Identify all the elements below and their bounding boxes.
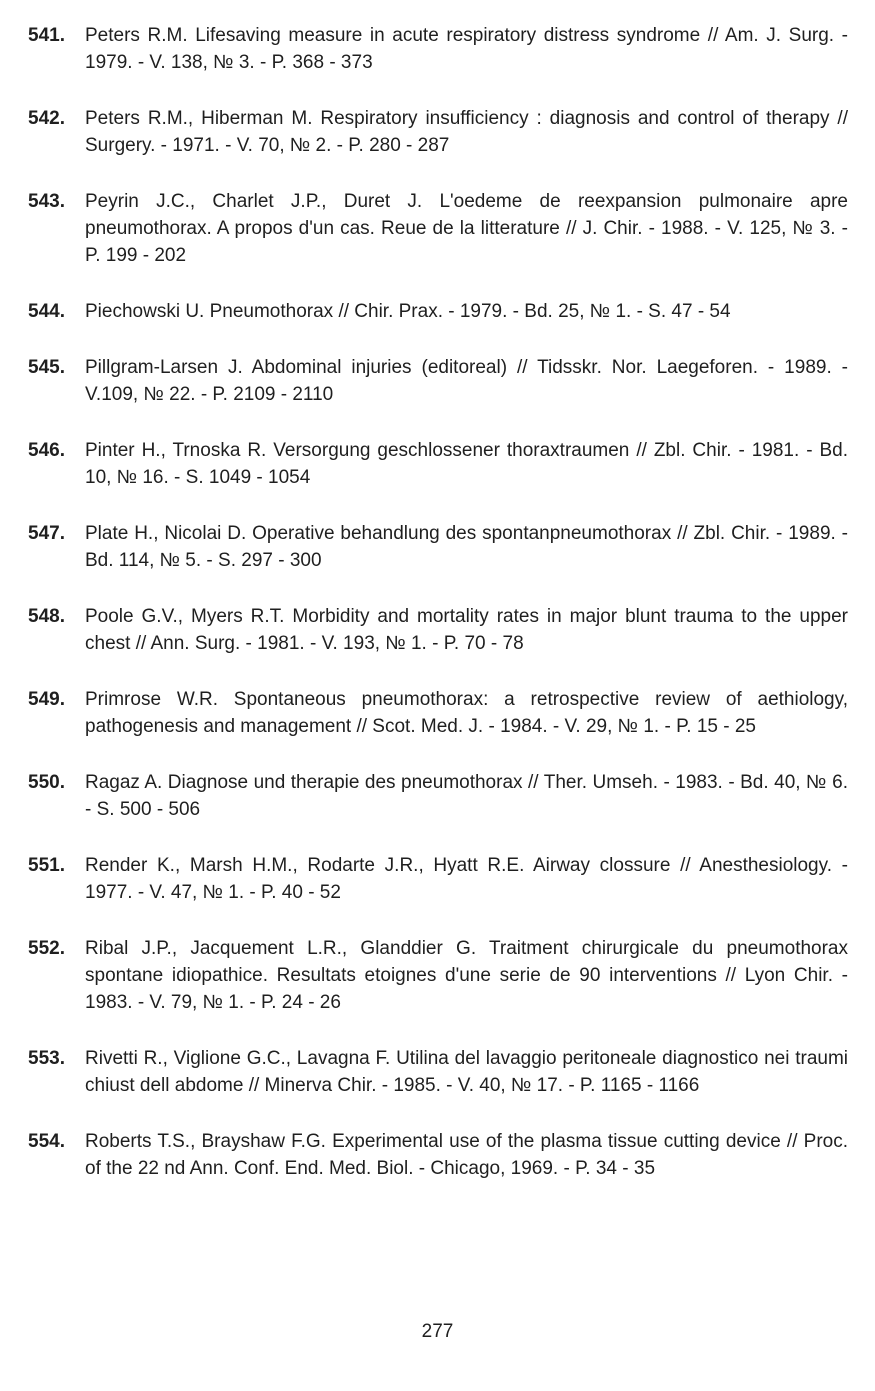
reference-text: Poole G.V., Myers R.T. Morbidity and mortality rates in major blunt trauma to the upper chest // Ann. Surg. - 1981. - V. 193, № 1. - P. 70 - 78 — [85, 606, 848, 654]
reference-item — [28, 603, 848, 657]
reference-item — [28, 298, 848, 325]
reference-number: 541. — [28, 25, 65, 46]
reference-text: Rivetti R., Viglione G.C., Lavagna F. Utilina del lavaggio peritoneale diagnostico nei traumi chiust dell abdome // Minerva Chir. - 1985. - V. 40, № 17. - P. 1165 - 1166 — [85, 1048, 848, 1096]
reference-text: Peters R.M., Hiberman M. Respiratory insufficiency : diagnosis and control of therapy // Surgery. - 1971. - V. 70, № 2. - P. 280 - 287 — [85, 108, 848, 156]
reference-text: Piechowski U. Pneumothorax // Chir. Prax. - 1979. - Bd. 25, № 1. - S. 47 - 54 — [85, 301, 731, 322]
reference-text: Pillgram-Larsen J. Abdominal injuries (editoreal) // Tidsskr. Nor. Laegeforen. - 1989. - V.109, № 22. - P. 2109 - 2110 — [85, 357, 848, 405]
reference-item — [28, 437, 848, 491]
reference-item — [28, 105, 848, 159]
reference-item — [28, 852, 848, 906]
reference-text: Plate H., Nicolai D. Operative behandlung des spontanpneumothorax // Zbl. Chir. - 1989. - Bd. 114, № 5. - S. 297 - 300 — [85, 523, 848, 571]
reference-number: 550. — [28, 772, 65, 793]
reference-item — [28, 22, 848, 76]
page-number: 277 — [421, 1321, 454, 1342]
reference-number: 543. — [28, 191, 65, 212]
reference-number: 549. — [28, 689, 65, 710]
reference-text: Render K., Marsh H.M., Rodarte J.R., Hyatt R.E. Airway clossure // Anesthesiology. - 1977. - V. 47, № 1. - P. 40 - 52 — [85, 855, 848, 903]
reference-number: 548. — [28, 606, 65, 627]
reference-text: Peters R.M. Lifesaving measure in acute respiratory distress syndrome // Am. J. Surg. - 1979. - V. 138, № 3. - P. 368 - 373 — [85, 25, 848, 73]
reference-item — [28, 354, 848, 408]
reference-item — [28, 769, 848, 823]
reference-number: 547. — [28, 523, 65, 544]
reference-list — [28, 22, 848, 1211]
reference-item — [28, 188, 848, 269]
reference-text: Peyrin J.C., Charlet J.P., Duret J. L'oedeme de reexpansion pulmonaire apre pneumothorax. A propos d'un cas. Reue de la litterature // J. Chir. - 1988. - V. 125, № 3. - P. 199 - 202 — [85, 191, 848, 266]
reference-number: 544. — [28, 301, 65, 322]
reference-number: 545. — [28, 357, 65, 378]
reference-number: 546. — [28, 440, 65, 461]
reference-number: 552. — [28, 938, 65, 959]
reference-item — [28, 1128, 848, 1182]
reference-number: 542. — [28, 108, 65, 129]
reference-text: Ribal J.P., Jacquement L.R., Glanddier G. Traitment chirurgicale du pneumothorax spontane idiopathice. Resultats etoignes d'une serie de 90 interventions // Lyon Chir. - 1983. - V. 79, № 1. - P. 24 - 26 — [85, 938, 848, 1013]
reference-item — [28, 1045, 848, 1099]
reference-item — [28, 935, 848, 1016]
reference-text: Ragaz A. Diagnose und therapie des pneumothorax // Ther. Umseh. - 1983. - Bd. 40, № 6. - S. 500 - 506 — [85, 772, 848, 820]
reference-number: 551. — [28, 855, 65, 876]
reference-text: Primrose W.R. Spontaneous pneumothorax: a retrospective review of aethiology, pathogenesis and management // Scot. Med. J. - 1984. - V. 29, № 1. - P. 15 - 25 — [85, 689, 848, 737]
reference-text: Pinter H., Trnoska R. Versorgung geschlossener thoraxtraumen // Zbl. Chir. - 1981. - Bd. 10, № 16. - S. 1049 - 1054 — [85, 440, 848, 488]
reference-item — [28, 686, 848, 740]
reference-item — [28, 520, 848, 574]
reference-number: 553. — [28, 1048, 65, 1069]
reference-text: Roberts T.S., Brayshaw F.G. Experimental use of the plasma tissue cutting device // Proc. of the 22 nd Ann. Conf. End. Med. Biol. - Chicago, 1969. - P. 34 - 35 — [85, 1131, 848, 1179]
reference-number: 554. — [28, 1131, 65, 1152]
